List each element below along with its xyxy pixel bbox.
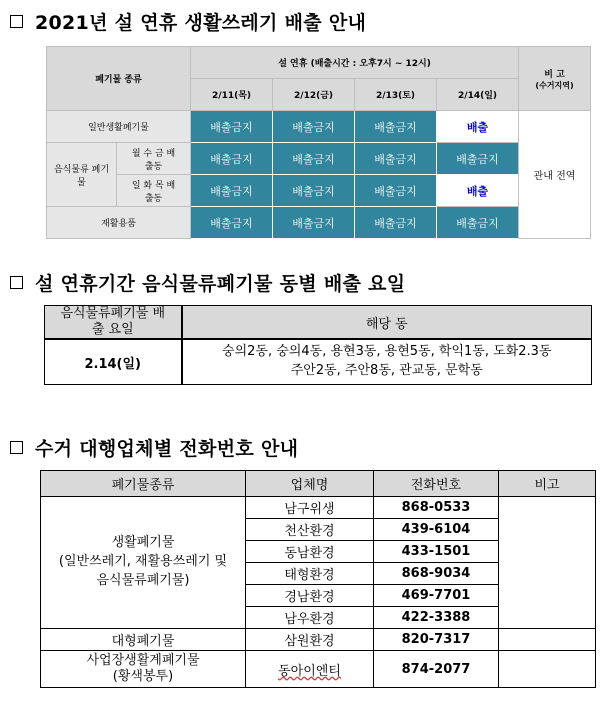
phone-number: 820-7317 (374, 629, 499, 651)
row-label-mwf: 월 수 금 배출동 (117, 143, 191, 175)
food-waste-day-table (44, 305, 592, 385)
status-cell: 배출금지 (273, 143, 355, 175)
day-value: 2.14(일) (45, 339, 182, 385)
business-waste-type: 사업장생활계폐기물 (황색봉투) (41, 651, 246, 688)
company-name: 남구위생 (246, 497, 374, 519)
status-cell: 배출금지 (191, 143, 273, 175)
col-holiday-period: 설 연휴 (배출시간 : 오후7시 ~ 12시) (191, 47, 519, 79)
contractor-phone-table (40, 470, 596, 688)
phone-number: 469-7701 (374, 585, 499, 607)
checkbox-icon (10, 15, 23, 28)
dong-list (182, 339, 592, 385)
status-cell: 배출금지 (273, 111, 355, 143)
large-waste-type: 대형폐기물 (41, 629, 246, 651)
group-household-waste: 생활폐기물 (일반쓰레기, 재활용쓰레기 및 음식물류폐기물) (41, 497, 246, 629)
phone-number: 868-9034 (374, 563, 499, 585)
dong-list-line: 숭의2동, 숭의4동, 용현3동, 용현5동, 학익1동, 도화2.3동 (222, 344, 552, 360)
status-cell: 배출금지 (273, 175, 355, 207)
col-waste-type: 폐기물 종류 (47, 47, 191, 111)
date-header: 2/12(금) (273, 79, 355, 111)
section2-title: 설 연휴기간 음식물류폐기물 동별 배출 요일 (35, 273, 406, 295)
section1-heading (10, 8, 366, 35)
dong-list-line: 주안2동, 주안8동, 관교동, 문학동 (290, 363, 483, 378)
status-cell: 배출금지 (273, 207, 355, 239)
company-name: 천산환경 (246, 519, 374, 541)
status-cell: 배출금지 (355, 111, 437, 143)
note-cell (499, 629, 596, 651)
col-phone: 전화번호 (374, 471, 499, 497)
col-dong: 해당 동 (182, 306, 592, 340)
status-cell: 배출금지 (191, 111, 273, 143)
col-waste-type: 폐기물종류 (41, 471, 246, 497)
section2-heading (10, 269, 405, 296)
row-label-recycle: 재활용품 (47, 207, 191, 239)
row-label-sun-tue-thu: 일 화 목 배출동 (117, 175, 191, 207)
section3-title: 수거 대행업체별 전화번호 안내 (35, 438, 299, 460)
phone-number: 868-0533 (374, 497, 499, 519)
company-name: 삼원환경 (246, 629, 374, 651)
col-note: 비 고 (수거지역) (519, 47, 591, 111)
checkbox-icon (10, 276, 23, 289)
section1-title: 2021년 설 연휴 생활쓰레기 배출 안내 (35, 12, 367, 34)
checkbox-icon (10, 441, 23, 454)
phone-number: 874-2077 (374, 651, 499, 688)
status-cell: 배출금지 (437, 207, 519, 239)
company-name: 경남환경 (246, 585, 374, 607)
company-name: 남우환경 (246, 607, 374, 629)
note-cell (499, 651, 596, 688)
row-group-food: 음식물류 폐기물 (47, 143, 117, 207)
date-header: 2/14(일) (437, 79, 519, 111)
company-name: 동아이엔티 (246, 651, 374, 688)
col-day: 음식물류폐기물 배출 요일 (45, 306, 182, 340)
status-cell: 배출금지 (191, 175, 273, 207)
col-note: 비고 (499, 471, 596, 497)
row-label-general: 일반생활폐기물 (47, 111, 191, 143)
status-cell: 배출 (437, 175, 519, 207)
status-cell: 배출금지 (355, 207, 437, 239)
col-company: 업체명 (246, 471, 374, 497)
status-cell: 배출금지 (355, 143, 437, 175)
disposal-schedule-table (46, 46, 591, 239)
phone-number: 433-1501 (374, 541, 499, 563)
section3-heading (10, 434, 298, 461)
status-cell: 배출금지 (355, 175, 437, 207)
phone-number: 439-6104 (374, 519, 499, 541)
status-cell: 배출 (437, 111, 519, 143)
status-cell: 배출금지 (437, 143, 519, 175)
date-header: 2/13(토) (355, 79, 437, 111)
company-name: 태형환경 (246, 563, 374, 585)
note-cell (499, 497, 596, 629)
status-cell: 배출금지 (191, 207, 273, 239)
note-cell: 관내 전역 (519, 111, 591, 239)
phone-number: 422-3388 (374, 607, 499, 629)
company-name: 동남환경 (246, 541, 374, 563)
date-header: 2/11(목) (191, 79, 273, 111)
